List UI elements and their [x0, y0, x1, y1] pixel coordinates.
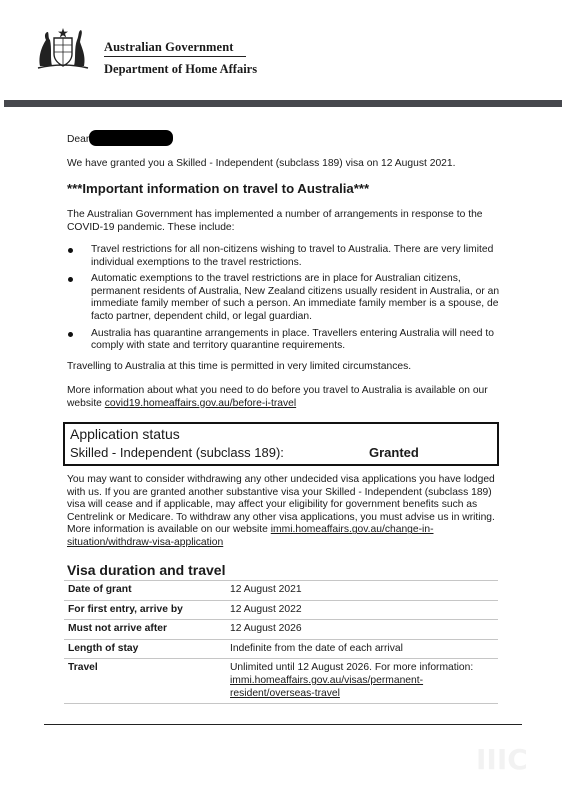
table-row [64, 659, 498, 704]
footer-divider [44, 724, 522, 725]
redacted-name [89, 130, 173, 146]
withdraw-application-link[interactable]: immi.homeaffairs.gov.au/change-in-situation/withdraw-visa-application [67, 524, 434, 548]
intro-paragraph: The Australian Government has implemented a number of arrangements in response to the COVID-19 pandemic. These include: [67, 209, 483, 233]
travel-bullet-list [67, 244, 507, 357]
org-name: Australian Government [104, 40, 234, 54]
more-info-paragraph: More information about what you need to do before you travel to Australia is available on our website covid19.homeaffairs.gov.au/before-i-travel [67, 385, 488, 409]
withdraw-paragraph: You may want to consider withdrawing any other undecided visa applications you have lodged with us. If you are granted another substantive visa your Skilled - Independent (subclass 189) visa will cease and if applicable, may affect your eligibility for government benefits such as Centrelink or Medicare. To withdraw any other visa applications, you must advise us in writing. More information is available on our website immi.homeaffairs.gov.au/change-in-situation/withdraw-visa-application [67, 474, 495, 548]
travel-heading: ***Important information on travel to Australia*** [67, 181, 370, 196]
before-travel-link[interactable]: covid19.homeaffairs.gov.au/before-i-travel [104, 397, 297, 409]
list-item: Australia has quarantine arrangements in place. Travellers entering Australia will need to comply with state and territory quarantine requirements. [67, 328, 507, 353]
department-name: Department of Home Affairs [104, 62, 258, 76]
application-status-box [63, 422, 499, 466]
visa-duration-heading: Visa duration and travel [67, 562, 226, 578]
visa-duration-table [64, 580, 498, 704]
row-value: Unlimited until 12 August 2026. For more information: immi.homeaffairs.gov.au/visas/permanent-resident/overseas-travel [226, 659, 498, 704]
salutation: Dear [67, 134, 90, 145]
visa-subclass-label: Skilled - Independent (subclass 189): [70, 445, 284, 460]
bullet-icon [68, 248, 73, 253]
header-bar [4, 100, 562, 107]
svg-text:IIIC: IIIC [476, 743, 528, 776]
grant-sentence: We have granted you a Skilled - Independent (subclass 189) visa on 12 August 2021. [67, 158, 456, 169]
bullet-icon [68, 277, 73, 282]
row-label: For first entry, arrive by [64, 600, 226, 620]
table-row [64, 639, 498, 659]
header-divider [104, 56, 246, 57]
row-label: Length of stay [64, 639, 226, 659]
table-row [64, 620, 498, 640]
watermark-icon [470, 735, 550, 785]
row-label: Date of grant [64, 581, 226, 601]
table-row [64, 581, 498, 601]
overseas-travel-link[interactable]: immi.homeaffairs.gov.au/visas/permanent-resident/overseas-travel [230, 674, 424, 699]
coat-of-arms-icon [34, 26, 92, 72]
row-value: 12 August 2022 [226, 600, 498, 620]
row-label: Travel [64, 659, 226, 704]
row-value: 12 August 2021 [226, 581, 498, 601]
list-item: Automatic exemptions to the travel restrictions are in place for Australian citizens, permanent residents of Australia, New Zealand citizens usually resident in Australia, or an immediate family member of such a person. An immediate family member is a spouse, de facto partner, dependent child, or legal guardian. [67, 273, 507, 323]
list-item: Travel restrictions for all non-citizens wishing to travel to Australia. There are very limited individual exemptions to the travel restrictions. [67, 244, 507, 269]
status-badge: Granted [369, 445, 419, 460]
bullet-icon [68, 332, 73, 337]
application-status-title: Application status [70, 426, 180, 442]
table-row [64, 600, 498, 620]
row-value: Indefinite from the date of each arrival [226, 639, 498, 659]
row-value: 12 August 2026 [226, 620, 498, 640]
limited-paragraph: Travelling to Australia at this time is permitted in very limited circumstances. [67, 361, 412, 372]
row-label: Must not arrive after [64, 620, 226, 640]
